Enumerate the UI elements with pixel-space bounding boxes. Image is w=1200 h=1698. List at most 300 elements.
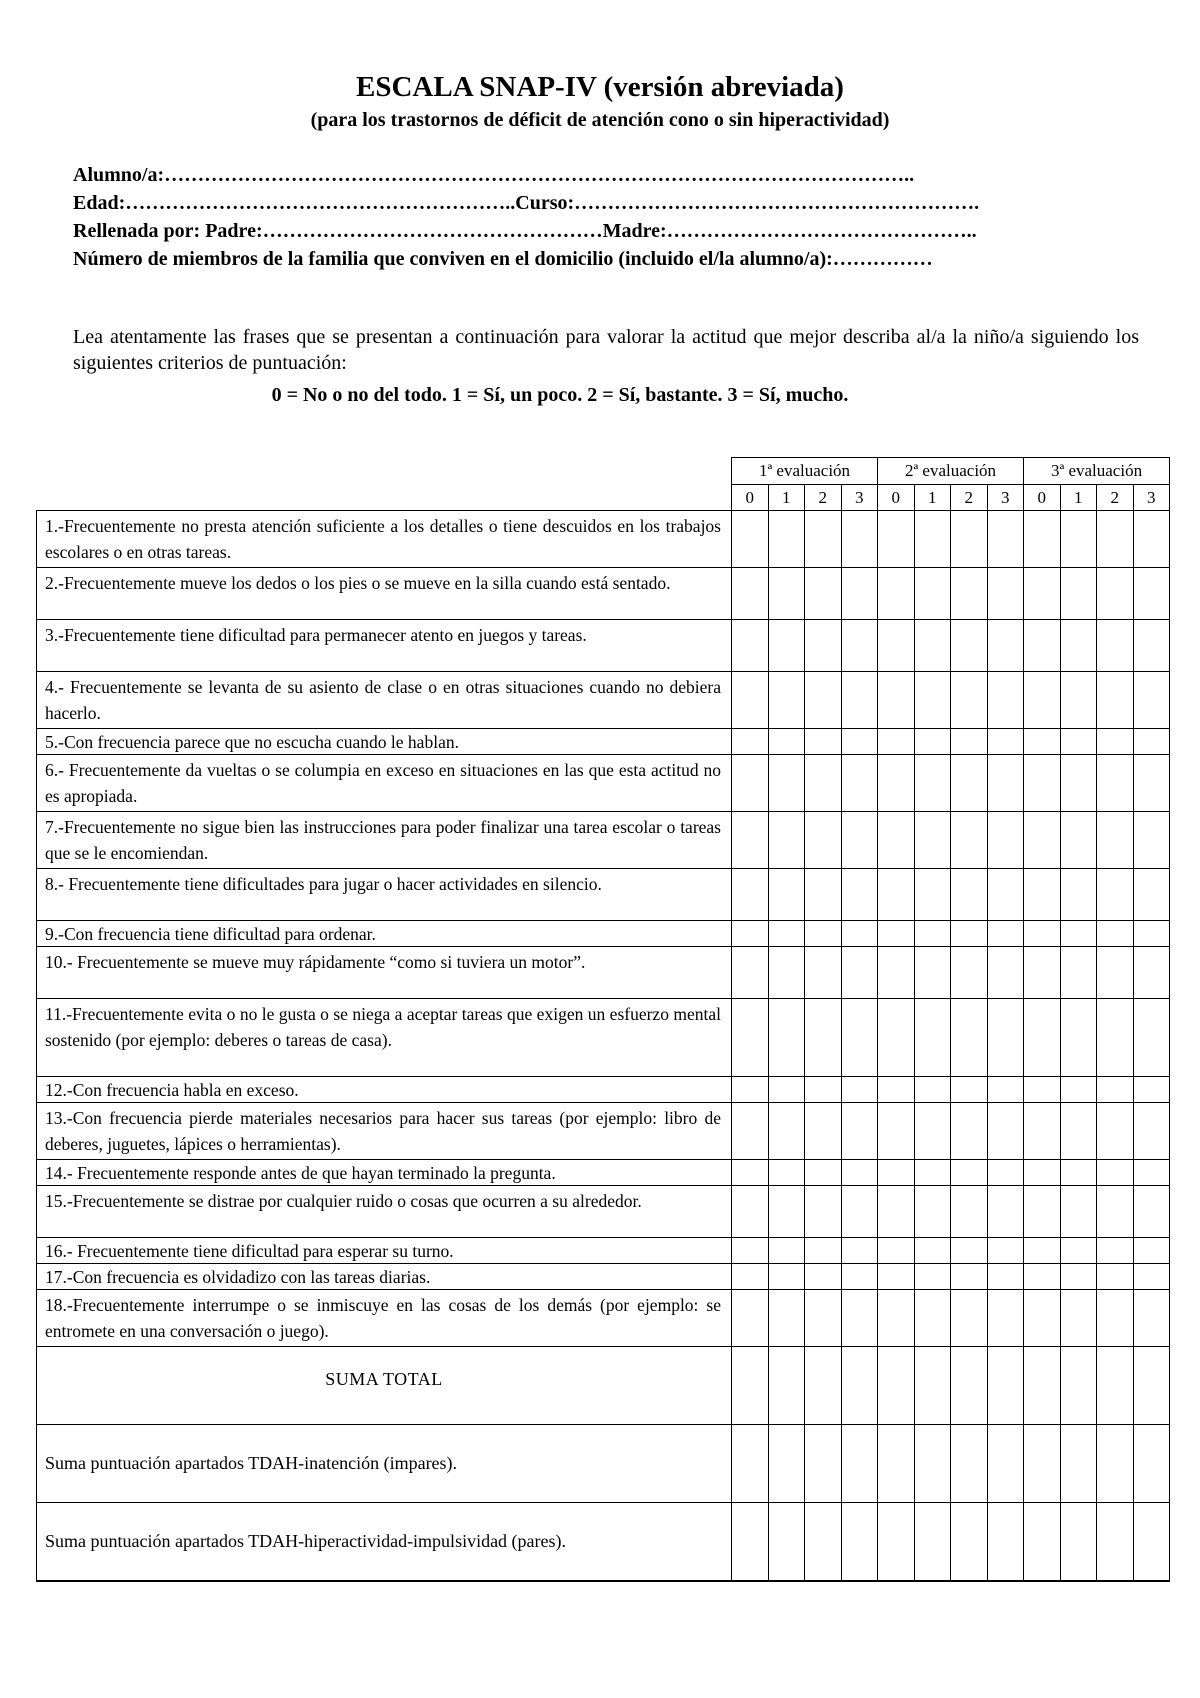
score-cell[interactable] — [1024, 921, 1061, 947]
score-cell[interactable] — [768, 1077, 805, 1103]
item-text: 14.- Frecuentemente responde antes de que hayan terminado la pregunta. — [37, 1160, 732, 1186]
form-title: ESCALA SNAP-IV (versión abreviada) — [356, 71, 844, 103]
score-cell[interactable] — [951, 1238, 988, 1264]
score-cell[interactable] — [1024, 1186, 1061, 1238]
score-cell[interactable] — [841, 1238, 878, 1264]
score-cell[interactable] — [878, 869, 915, 921]
score-cell[interactable] — [1060, 511, 1097, 568]
score-cell[interactable] — [805, 1347, 842, 1425]
score-cell[interactable] — [987, 1290, 1024, 1347]
score-cell[interactable] — [841, 1503, 878, 1581]
score-cell[interactable] — [1133, 999, 1170, 1077]
score-cell[interactable] — [732, 755, 769, 812]
score-cell[interactable] — [951, 1186, 988, 1238]
score-cell[interactable] — [841, 511, 878, 568]
score-cell[interactable] — [768, 1186, 805, 1238]
item-text: 8.- Frecuentemente tiene dificultades para jugar o hacer actividades en silencio. — [37, 869, 732, 921]
score-cell[interactable] — [1097, 511, 1134, 568]
item-text: 1.-Frecuentemente no presta atención suficiente a los detalles o tiene descuidos en los trabajos escolares o en otras tareas. — [37, 511, 732, 568]
table-row — [37, 1238, 1170, 1264]
score-cell[interactable] — [951, 511, 988, 568]
rating-table — [36, 457, 1170, 1582]
score-cell[interactable] — [768, 947, 805, 999]
table-row — [37, 1186, 1170, 1238]
score-cell[interactable] — [841, 729, 878, 755]
instructions-text: Lea atentamente las frases que se presentan a continuación para valorar la actitud que mejor describa al/a la niño/a siguiendo los siguientes criterios de puntuación: — [73, 326, 1139, 374]
score-cell[interactable] — [951, 1103, 988, 1160]
score-cell[interactable] — [768, 999, 805, 1077]
score-cell[interactable] — [768, 1425, 805, 1503]
score-cell[interactable] — [1097, 729, 1134, 755]
item-text: 15.-Frecuentemente se distrae por cualquier ruido o cosas que ocurren a su alrededor. — [37, 1186, 732, 1238]
score-cell[interactable] — [805, 999, 842, 1077]
score-cell[interactable] — [987, 620, 1024, 672]
score-header: 0 — [1024, 485, 1061, 511]
score-cell[interactable] — [1133, 1186, 1170, 1238]
score-cell[interactable] — [1060, 1347, 1097, 1425]
table-row — [37, 511, 1170, 568]
score-cell[interactable] — [951, 921, 988, 947]
score-cell[interactable] — [1060, 812, 1097, 869]
score-cell[interactable] — [878, 1290, 915, 1347]
score-cell[interactable] — [768, 1264, 805, 1290]
score-cell[interactable] — [805, 620, 842, 672]
score-cell[interactable] — [1060, 1186, 1097, 1238]
score-cell[interactable] — [1024, 869, 1061, 921]
table-row — [37, 729, 1170, 755]
score-cell[interactable] — [914, 1425, 951, 1503]
score-cell[interactable] — [951, 1160, 988, 1186]
score-cell[interactable] — [1024, 947, 1061, 999]
score-cell[interactable] — [1133, 672, 1170, 729]
score-cell[interactable] — [732, 1264, 769, 1290]
score-cell[interactable] — [914, 812, 951, 869]
score-cell[interactable] — [768, 672, 805, 729]
score-cell[interactable] — [914, 755, 951, 812]
scoring-criteria: 0 = No o no del todo. 1 = Sí, un poco. 2 = Sí, bastante. 3 = Sí, mucho. — [271, 384, 849, 406]
score-cell[interactable] — [951, 869, 988, 921]
score-cell[interactable] — [768, 568, 805, 620]
score-cell[interactable] — [732, 921, 769, 947]
score-header: 2 — [805, 485, 842, 511]
score-cell[interactable] — [1097, 1290, 1134, 1347]
score-cell[interactable] — [1097, 755, 1134, 812]
score-cell[interactable] — [914, 921, 951, 947]
score-cell[interactable] — [841, 1425, 878, 1503]
score-cell[interactable] — [805, 1238, 842, 1264]
score-cell[interactable] — [732, 729, 769, 755]
score-cell[interactable] — [1097, 1160, 1134, 1186]
score-cell[interactable] — [1024, 672, 1061, 729]
table-row — [37, 755, 1170, 812]
score-cell[interactable] — [987, 729, 1024, 755]
suma-total-label: SUMA TOTAL — [37, 1347, 732, 1425]
score-cell[interactable] — [878, 620, 915, 672]
score-cell[interactable] — [1097, 1238, 1134, 1264]
score-cell[interactable] — [878, 755, 915, 812]
score-cell[interactable] — [1133, 1347, 1170, 1425]
score-cell[interactable] — [1060, 568, 1097, 620]
score-cell[interactable] — [878, 568, 915, 620]
score-cell[interactable] — [732, 812, 769, 869]
score-cell[interactable] — [987, 755, 1024, 812]
table-row — [37, 999, 1170, 1077]
score-cell[interactable] — [768, 755, 805, 812]
score-cell[interactable] — [1133, 921, 1170, 947]
score-cell[interactable] — [805, 1290, 842, 1347]
score-cell[interactable] — [732, 620, 769, 672]
score-cell[interactable] — [841, 1160, 878, 1186]
score-cell[interactable] — [841, 921, 878, 947]
score-cell[interactable] — [951, 568, 988, 620]
score-cell[interactable] — [805, 1103, 842, 1160]
score-cell[interactable] — [914, 1186, 951, 1238]
score-cell[interactable] — [805, 755, 842, 812]
score-header: 1 — [768, 485, 805, 511]
score-cell[interactable] — [914, 568, 951, 620]
score-cell[interactable] — [732, 1290, 769, 1347]
score-cell[interactable] — [841, 1186, 878, 1238]
item-text: 3.-Frecuentemente tiene dificultad para permanecer atento en juegos y tareas. — [37, 620, 732, 672]
score-cell[interactable] — [1133, 1160, 1170, 1186]
field-edad-curso[interactable]: Edad:…………………………………………………..Curso:……………………………………………………. — [73, 192, 980, 214]
score-cell[interactable] — [1024, 729, 1061, 755]
score-cell[interactable] — [1133, 729, 1170, 755]
score-cell[interactable] — [1060, 947, 1097, 999]
score-cell[interactable] — [1060, 1160, 1097, 1186]
score-cell[interactable] — [914, 1103, 951, 1160]
field-rellenada-por[interactable]: Rellenada por: Padre:……………………………………………Madre:……………………………………….. — [73, 220, 977, 242]
score-cell[interactable] — [878, 511, 915, 568]
suma-total-row — [37, 1347, 1170, 1425]
score-cell[interactable] — [1060, 1503, 1097, 1581]
score-cell[interactable] — [951, 812, 988, 869]
score-cell[interactable] — [768, 869, 805, 921]
score-cell[interactable] — [987, 1425, 1024, 1503]
score-cell[interactable] — [878, 1160, 915, 1186]
score-cell[interactable] — [1133, 620, 1170, 672]
score-cell[interactable] — [841, 755, 878, 812]
score-cell[interactable] — [732, 1077, 769, 1103]
item-text: 17.-Con frecuencia es olvidadizo con las tareas diarias. — [37, 1264, 732, 1290]
score-cell[interactable] — [1097, 1264, 1134, 1290]
score-cell[interactable] — [1060, 755, 1097, 812]
score-cell[interactable] — [914, 869, 951, 921]
score-cell[interactable] — [914, 1238, 951, 1264]
score-cell[interactable] — [732, 1347, 769, 1425]
score-cell[interactable] — [1024, 568, 1061, 620]
score-cell[interactable] — [732, 1238, 769, 1264]
score-cell[interactable] — [951, 947, 988, 999]
item-text: 16.- Frecuentemente tiene dificultad para esperar su turno. — [37, 1238, 732, 1264]
score-cell[interactable] — [1133, 1264, 1170, 1290]
score-cell[interactable] — [951, 999, 988, 1077]
score-cell[interactable] — [841, 1077, 878, 1103]
evaluation-header: 1ª evaluación — [732, 458, 878, 485]
score-cell[interactable] — [732, 568, 769, 620]
score-cell[interactable] — [914, 1077, 951, 1103]
score-cell[interactable] — [914, 1347, 951, 1425]
score-cell[interactable] — [768, 511, 805, 568]
score-cell[interactable] — [914, 672, 951, 729]
score-cell[interactable] — [1133, 812, 1170, 869]
score-cell[interactable] — [805, 812, 842, 869]
score-cell[interactable] — [878, 1264, 915, 1290]
score-cell[interactable] — [732, 511, 769, 568]
score-cell[interactable] — [805, 672, 842, 729]
score-cell[interactable] — [841, 947, 878, 999]
score-cell[interactable] — [768, 1103, 805, 1160]
score-cell[interactable] — [768, 1290, 805, 1347]
score-cell[interactable] — [878, 729, 915, 755]
score-cell[interactable] — [1024, 620, 1061, 672]
score-cell[interactable] — [878, 1238, 915, 1264]
score-cell[interactable] — [951, 1077, 988, 1103]
table-row — [37, 1077, 1170, 1103]
score-cell[interactable] — [987, 1103, 1024, 1160]
score-cell[interactable] — [768, 620, 805, 672]
score-cell[interactable] — [1060, 921, 1097, 947]
score-cell[interactable] — [914, 1290, 951, 1347]
score-header: 2 — [951, 485, 988, 511]
score-cell[interactable] — [1024, 1103, 1061, 1160]
score-cell[interactable] — [805, 1160, 842, 1186]
score-cell[interactable] — [805, 1077, 842, 1103]
score-cell[interactable] — [1024, 511, 1061, 568]
score-cell[interactable] — [1060, 1264, 1097, 1290]
score-cell[interactable] — [1024, 1503, 1061, 1581]
score-cell[interactable] — [987, 1264, 1024, 1290]
score-cell[interactable] — [987, 1238, 1024, 1264]
score-cell[interactable] — [1097, 999, 1134, 1077]
table-row — [37, 620, 1170, 672]
score-cell[interactable] — [805, 1425, 842, 1503]
score-cell[interactable] — [1133, 1077, 1170, 1103]
score-cell[interactable] — [1060, 729, 1097, 755]
score-cell[interactable] — [1097, 620, 1134, 672]
score-cell[interactable] — [732, 947, 769, 999]
score-cell[interactable] — [951, 1503, 988, 1581]
score-cell[interactable] — [951, 1425, 988, 1503]
score-cell[interactable] — [1097, 812, 1134, 869]
score-cell[interactable] — [841, 812, 878, 869]
item-text: 2.-Frecuentemente mueve los dedos o los pies o se mueve en la silla cuando está sentado. — [37, 568, 732, 620]
score-cell[interactable] — [1133, 1503, 1170, 1581]
score-cell[interactable] — [768, 1238, 805, 1264]
score-cell[interactable] — [878, 1186, 915, 1238]
score-cell[interactable] — [768, 921, 805, 947]
score-cell[interactable] — [805, 869, 842, 921]
score-cell[interactable] — [1024, 1290, 1061, 1347]
score-cell[interactable] — [987, 812, 1024, 869]
score-cell[interactable] — [1133, 869, 1170, 921]
score-cell[interactable] — [951, 1347, 988, 1425]
score-cell[interactable] — [951, 1264, 988, 1290]
score-cell[interactable] — [768, 729, 805, 755]
score-cell[interactable] — [951, 620, 988, 672]
score-cell[interactable] — [732, 1503, 769, 1581]
score-cell[interactable] — [951, 672, 988, 729]
score-cell[interactable] — [914, 999, 951, 1077]
score-cell[interactable] — [1133, 511, 1170, 568]
score-cell[interactable] — [1133, 1238, 1170, 1264]
score-cell[interactable] — [987, 999, 1024, 1077]
score-cell[interactable] — [878, 672, 915, 729]
score-cell[interactable] — [805, 729, 842, 755]
score-cell[interactable] — [1024, 999, 1061, 1077]
score-cell[interactable] — [1060, 1103, 1097, 1160]
score-cell[interactable] — [732, 869, 769, 921]
score-cell[interactable] — [1060, 999, 1097, 1077]
sum-hiperactividad-label: Suma puntuación apartados TDAH-hiperactividad-impulsividad (pares). — [37, 1503, 732, 1581]
table-row — [37, 672, 1170, 729]
score-cell[interactable] — [841, 999, 878, 1077]
score-cell[interactable] — [1133, 568, 1170, 620]
score-cell[interactable] — [1097, 1186, 1134, 1238]
score-header: 1 — [1060, 485, 1097, 511]
score-cell[interactable] — [1060, 1290, 1097, 1347]
score-cell[interactable] — [841, 568, 878, 620]
score-cell[interactable] — [841, 1103, 878, 1160]
score-cell[interactable] — [1133, 1103, 1170, 1160]
score-cell[interactable] — [914, 1264, 951, 1290]
score-cell[interactable] — [1024, 1238, 1061, 1264]
score-cell[interactable] — [805, 1186, 842, 1238]
score-cell[interactable] — [987, 1503, 1024, 1581]
score-cell[interactable] — [878, 1503, 915, 1581]
item-text: 11.-Frecuentemente evita o no le gusta o se niega a aceptar tareas que exigen un esfuerzo mental sostenido (por ejemplo: deberes o tareas de casa). — [37, 999, 732, 1077]
score-cell[interactable] — [878, 1425, 915, 1503]
table-row — [37, 1160, 1170, 1186]
score-cell[interactable] — [732, 999, 769, 1077]
score-cell[interactable] — [841, 1347, 878, 1425]
score-cell[interactable] — [878, 812, 915, 869]
score-cell[interactable] — [768, 1160, 805, 1186]
score-cell[interactable] — [1097, 1103, 1134, 1160]
score-cell[interactable] — [841, 1290, 878, 1347]
score-cell[interactable] — [878, 1347, 915, 1425]
score-cell[interactable] — [1133, 1290, 1170, 1347]
score-cell[interactable] — [1097, 947, 1134, 999]
score-cell[interactable] — [841, 1264, 878, 1290]
score-cell[interactable] — [914, 620, 951, 672]
score-cell[interactable] — [987, 1160, 1024, 1186]
score-cell[interactable] — [732, 1425, 769, 1503]
score-cell[interactable] — [987, 1186, 1024, 1238]
score-cell[interactable] — [1097, 1425, 1134, 1503]
score-cell[interactable] — [1097, 568, 1134, 620]
score-cell[interactable] — [1060, 869, 1097, 921]
score-cell[interactable] — [1060, 1425, 1097, 1503]
score-cell[interactable] — [987, 672, 1024, 729]
sum-inatencion-row — [37, 1425, 1170, 1503]
table-row — [37, 1264, 1170, 1290]
score-cell[interactable] — [841, 672, 878, 729]
score-cell[interactable] — [951, 1290, 988, 1347]
score-cell[interactable] — [914, 1503, 951, 1581]
score-cell[interactable] — [1024, 1264, 1061, 1290]
score-cell[interactable] — [1024, 1077, 1061, 1103]
score-cell[interactable] — [1133, 1425, 1170, 1503]
score-cell[interactable] — [1097, 672, 1134, 729]
score-cell[interactable] — [987, 1077, 1024, 1103]
score-cell[interactable] — [1133, 947, 1170, 999]
score-cell[interactable] — [805, 1503, 842, 1581]
score-cell[interactable] — [1060, 620, 1097, 672]
score-cell[interactable] — [1024, 1347, 1061, 1425]
sum-inatencion-label: Suma puntuación apartados TDAH-inatención (impares). — [37, 1425, 732, 1503]
score-cell[interactable] — [987, 947, 1024, 999]
score-cell[interactable] — [878, 947, 915, 999]
score-cell[interactable] — [1060, 1077, 1097, 1103]
score-cell[interactable] — [1024, 1425, 1061, 1503]
score-cell[interactable] — [987, 921, 1024, 947]
score-cell[interactable] — [805, 568, 842, 620]
item-text: 18.-Frecuentemente interrumpe o se inmiscuye en las cosas de los demás (por ejemplo: se entromete en una conversación o juego). — [37, 1290, 732, 1347]
score-cell[interactable] — [805, 511, 842, 568]
score-header: 1 — [914, 485, 951, 511]
score-cell[interactable] — [732, 1186, 769, 1238]
score-cell[interactable] — [841, 869, 878, 921]
item-text: 6.- Frecuentemente da vueltas o se columpia en exceso en situaciones en las que esta actitud no es apropiada. — [37, 755, 732, 812]
score-cell[interactable] — [878, 999, 915, 1077]
score-cell[interactable] — [1097, 869, 1134, 921]
table-row — [37, 869, 1170, 921]
score-cell[interactable] — [1097, 1347, 1134, 1425]
score-cell[interactable] — [805, 921, 842, 947]
score-cell[interactable] — [732, 672, 769, 729]
score-cell[interactable] — [914, 947, 951, 999]
score-cell[interactable] — [768, 1503, 805, 1581]
score-cell[interactable] — [987, 568, 1024, 620]
score-cell[interactable] — [1024, 812, 1061, 869]
score-cell[interactable] — [914, 729, 951, 755]
item-text: 4.- Frecuentemente se levanta de su asiento de clase o en otras situaciones cuando no debiera hacerlo. — [37, 672, 732, 729]
table-row — [37, 921, 1170, 947]
score-cell[interactable] — [878, 1103, 915, 1160]
evaluation-header: 3ª evaluación — [1024, 458, 1170, 485]
score-cell[interactable] — [1024, 1160, 1061, 1186]
score-cell[interactable] — [1060, 672, 1097, 729]
score-cell[interactable] — [1097, 1503, 1134, 1581]
score-cell[interactable] — [914, 511, 951, 568]
score-cell[interactable] — [768, 812, 805, 869]
table-row — [37, 1103, 1170, 1160]
score-cell[interactable] — [987, 1347, 1024, 1425]
score-cell[interactable] — [878, 1077, 915, 1103]
score-cell[interactable] — [1060, 1238, 1097, 1264]
score-cell[interactable] — [1097, 1077, 1134, 1103]
score-cell[interactable] — [768, 1347, 805, 1425]
score-cell[interactable] — [805, 1264, 842, 1290]
score-cell[interactable] — [1024, 755, 1061, 812]
score-cell[interactable] — [914, 1160, 951, 1186]
field-miembros-familia[interactable]: Número de miembros de la familia que conviven en el domicilio (incluido el/la alumno/a):…………… — [73, 248, 933, 270]
score-cell[interactable] — [732, 1103, 769, 1160]
score-cell[interactable] — [878, 921, 915, 947]
score-cell[interactable] — [1133, 755, 1170, 812]
score-header: 0 — [878, 485, 915, 511]
score-cell[interactable] — [1097, 921, 1134, 947]
score-cell[interactable] — [732, 1160, 769, 1186]
score-cell[interactable] — [987, 511, 1024, 568]
field-alumno[interactable]: Alumno/a:………………………………………………………………………………………………….. — [73, 164, 915, 186]
score-cell[interactable] — [951, 755, 988, 812]
score-cell[interactable] — [951, 729, 988, 755]
score-cell[interactable] — [805, 947, 842, 999]
score-cell[interactable] — [841, 620, 878, 672]
score-cell[interactable] — [987, 869, 1024, 921]
